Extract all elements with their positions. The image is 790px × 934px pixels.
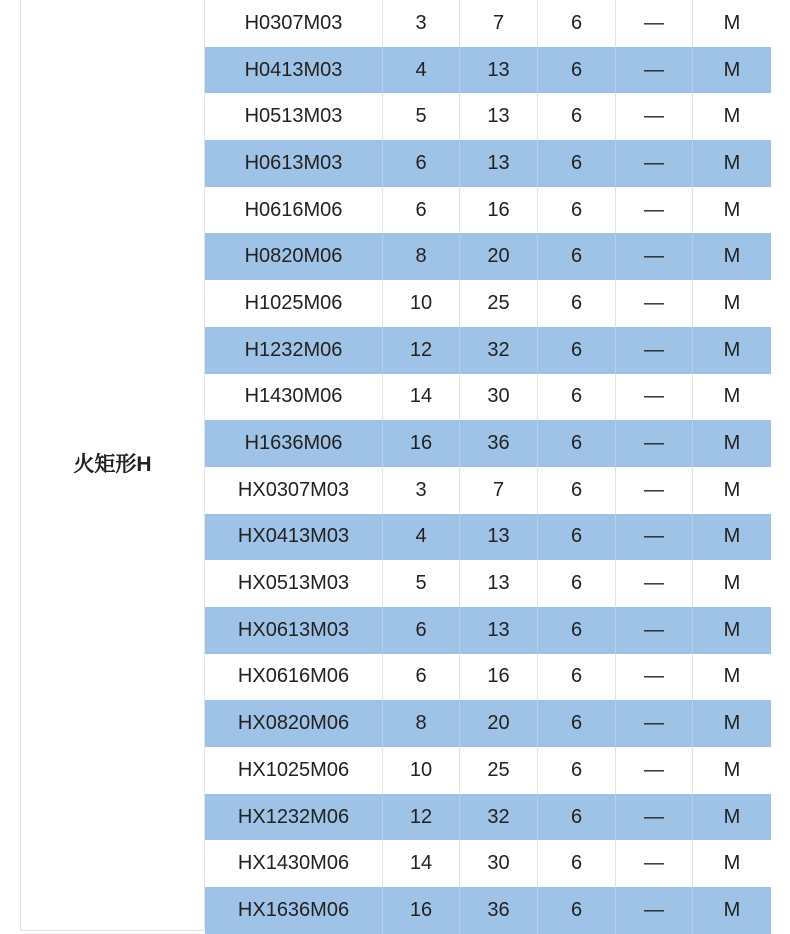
col4-cell: —	[616, 140, 693, 187]
table-row	[205, 187, 771, 234]
type-cell: M	[723, 105, 741, 128]
col2-cell: 20	[460, 700, 538, 747]
type-cell: M	[723, 478, 741, 501]
table-row	[205, 887, 771, 934]
col4-cell: —	[616, 607, 693, 654]
col1-cell: 4	[383, 514, 460, 561]
col3-cell: 6	[538, 840, 616, 887]
model-cell: H0413M03	[205, 47, 383, 94]
col3-cell: 6	[538, 420, 616, 467]
table-row	[205, 700, 771, 747]
table-row	[205, 374, 771, 421]
col4-cell: —	[616, 187, 693, 234]
model-cell: H0613M03	[205, 140, 383, 187]
model-cell: H1430M06	[205, 374, 383, 421]
model-cell: HX0513M03	[205, 560, 383, 607]
model-cell: HX0613M03	[205, 607, 383, 654]
col3-cell: 6	[538, 47, 616, 94]
col1-cell: 5	[383, 93, 460, 140]
col3-cell: 6	[538, 467, 616, 514]
model-cell: H0820M06	[205, 233, 383, 280]
table-row	[205, 420, 771, 467]
col2-cell: 20	[460, 233, 538, 280]
col1-cell: 3	[383, 467, 460, 514]
col1-cell: 6	[383, 654, 460, 701]
table-row	[205, 560, 771, 607]
col4-cell: —	[616, 887, 693, 934]
table-row	[205, 794, 771, 841]
type-cell: M	[723, 58, 741, 81]
type-cell: M	[723, 11, 741, 34]
type-cell: M	[723, 898, 741, 921]
table-row	[205, 0, 771, 47]
type-cell: M	[723, 852, 741, 875]
col3-cell: 6	[538, 374, 616, 421]
col2-cell: 7	[460, 467, 538, 514]
table-row	[205, 93, 771, 140]
col2-cell: 36	[460, 420, 538, 467]
col4-cell: —	[616, 840, 693, 887]
type-cell: M	[723, 432, 741, 455]
col1-cell: 16	[383, 887, 460, 934]
model-cell: H0307M03	[205, 0, 383, 47]
col2-cell: 13	[460, 607, 538, 654]
col4-cell: —	[616, 327, 693, 374]
table-row	[205, 654, 771, 701]
model-cell: H1232M06	[205, 327, 383, 374]
model-cell: H1025M06	[205, 280, 383, 327]
type-cell: M	[723, 338, 741, 361]
col2-cell: 13	[460, 514, 538, 561]
table-row	[205, 607, 771, 654]
type-cell: M	[723, 291, 741, 314]
col3-cell: 6	[538, 794, 616, 841]
col1-cell: 6	[383, 607, 460, 654]
spec-table	[20, 0, 771, 931]
type-cell: M	[723, 385, 741, 408]
col1-cell: 4	[383, 47, 460, 94]
col3-cell: 6	[538, 514, 616, 561]
model-cell: HX1232M06	[205, 794, 383, 841]
col4-cell: —	[616, 514, 693, 561]
col3-cell: 6	[538, 93, 616, 140]
col2-cell: 30	[460, 374, 538, 421]
type-cell: M	[723, 151, 741, 174]
col2-cell: 25	[460, 280, 538, 327]
table-row	[205, 47, 771, 94]
col1-cell: 10	[383, 280, 460, 327]
table-row	[205, 467, 771, 514]
type-cell: M	[723, 198, 741, 221]
table-row	[205, 140, 771, 187]
col2-cell: 30	[460, 840, 538, 887]
col2-cell: 16	[460, 654, 538, 701]
type-cell: M	[723, 572, 741, 595]
model-cell: HX0616M06	[205, 654, 383, 701]
col2-cell: 25	[460, 747, 538, 794]
col3-cell: 6	[538, 887, 616, 934]
col4-cell: —	[616, 93, 693, 140]
model-cell: HX0307M03	[205, 467, 383, 514]
type-cell: M	[723, 525, 741, 548]
table-body	[205, 0, 771, 934]
col1-cell: 14	[383, 374, 460, 421]
model-cell: HX0413M03	[205, 514, 383, 561]
col4-cell: —	[616, 560, 693, 607]
col1-cell: 10	[383, 747, 460, 794]
type-cell: M	[723, 245, 741, 268]
col4-cell: —	[616, 420, 693, 467]
model-cell: HX1430M06	[205, 840, 383, 887]
table-row	[205, 747, 771, 794]
col4-cell: —	[616, 0, 693, 47]
col3-cell: 6	[538, 700, 616, 747]
col3-cell: 6	[538, 560, 616, 607]
col2-cell: 7	[460, 0, 538, 47]
type-cell: M	[723, 618, 741, 641]
col4-cell: —	[616, 794, 693, 841]
col4-cell: —	[616, 700, 693, 747]
col2-cell: 13	[460, 93, 538, 140]
model-cell: H1636M06	[205, 420, 383, 467]
model-cell: HX1025M06	[205, 747, 383, 794]
col1-cell: 6	[383, 187, 460, 234]
col4-cell: —	[616, 374, 693, 421]
col4-cell: —	[616, 654, 693, 701]
model-cell: H0513M03	[205, 93, 383, 140]
col1-cell: 16	[383, 420, 460, 467]
col1-cell: 8	[383, 233, 460, 280]
col1-cell: 14	[383, 840, 460, 887]
type-cell: M	[723, 665, 741, 688]
col3-cell: 6	[538, 607, 616, 654]
type-cell: M	[723, 805, 741, 828]
col1-cell: 12	[383, 794, 460, 841]
col3-cell: 6	[538, 187, 616, 234]
col2-cell: 32	[460, 794, 538, 841]
col2-cell: 32	[460, 327, 538, 374]
col4-cell: —	[616, 280, 693, 327]
model-cell: HX1636M06	[205, 887, 383, 934]
col1-cell: 5	[383, 560, 460, 607]
col3-cell: 6	[538, 0, 616, 47]
col4-cell: —	[616, 467, 693, 514]
col1-cell: 3	[383, 0, 460, 47]
col3-cell: 6	[538, 654, 616, 701]
type-cell: M	[723, 712, 741, 735]
model-cell: HX0820M06	[205, 700, 383, 747]
group-label: 火矩形H	[73, 453, 152, 476]
table-row	[205, 280, 771, 327]
model-cell: H0616M06	[205, 187, 383, 234]
col3-cell: 6	[538, 140, 616, 187]
col4-cell: —	[616, 233, 693, 280]
group-cell	[21, 0, 205, 930]
col4-cell: —	[616, 747, 693, 794]
col2-cell: 13	[460, 140, 538, 187]
col2-cell: 13	[460, 47, 538, 94]
table-row	[205, 840, 771, 887]
col3-cell: 6	[538, 747, 616, 794]
table-row	[205, 327, 771, 374]
table-row	[205, 233, 771, 280]
col1-cell: 6	[383, 140, 460, 187]
col3-cell: 6	[538, 280, 616, 327]
table-row	[205, 514, 771, 561]
col2-cell: 13	[460, 560, 538, 607]
col2-cell: 16	[460, 187, 538, 234]
type-cell: M	[723, 758, 741, 781]
col2-cell: 36	[460, 887, 538, 934]
col1-cell: 8	[383, 700, 460, 747]
col3-cell: 6	[538, 327, 616, 374]
col3-cell: 6	[538, 233, 616, 280]
col1-cell: 12	[383, 327, 460, 374]
col4-cell: —	[616, 47, 693, 94]
